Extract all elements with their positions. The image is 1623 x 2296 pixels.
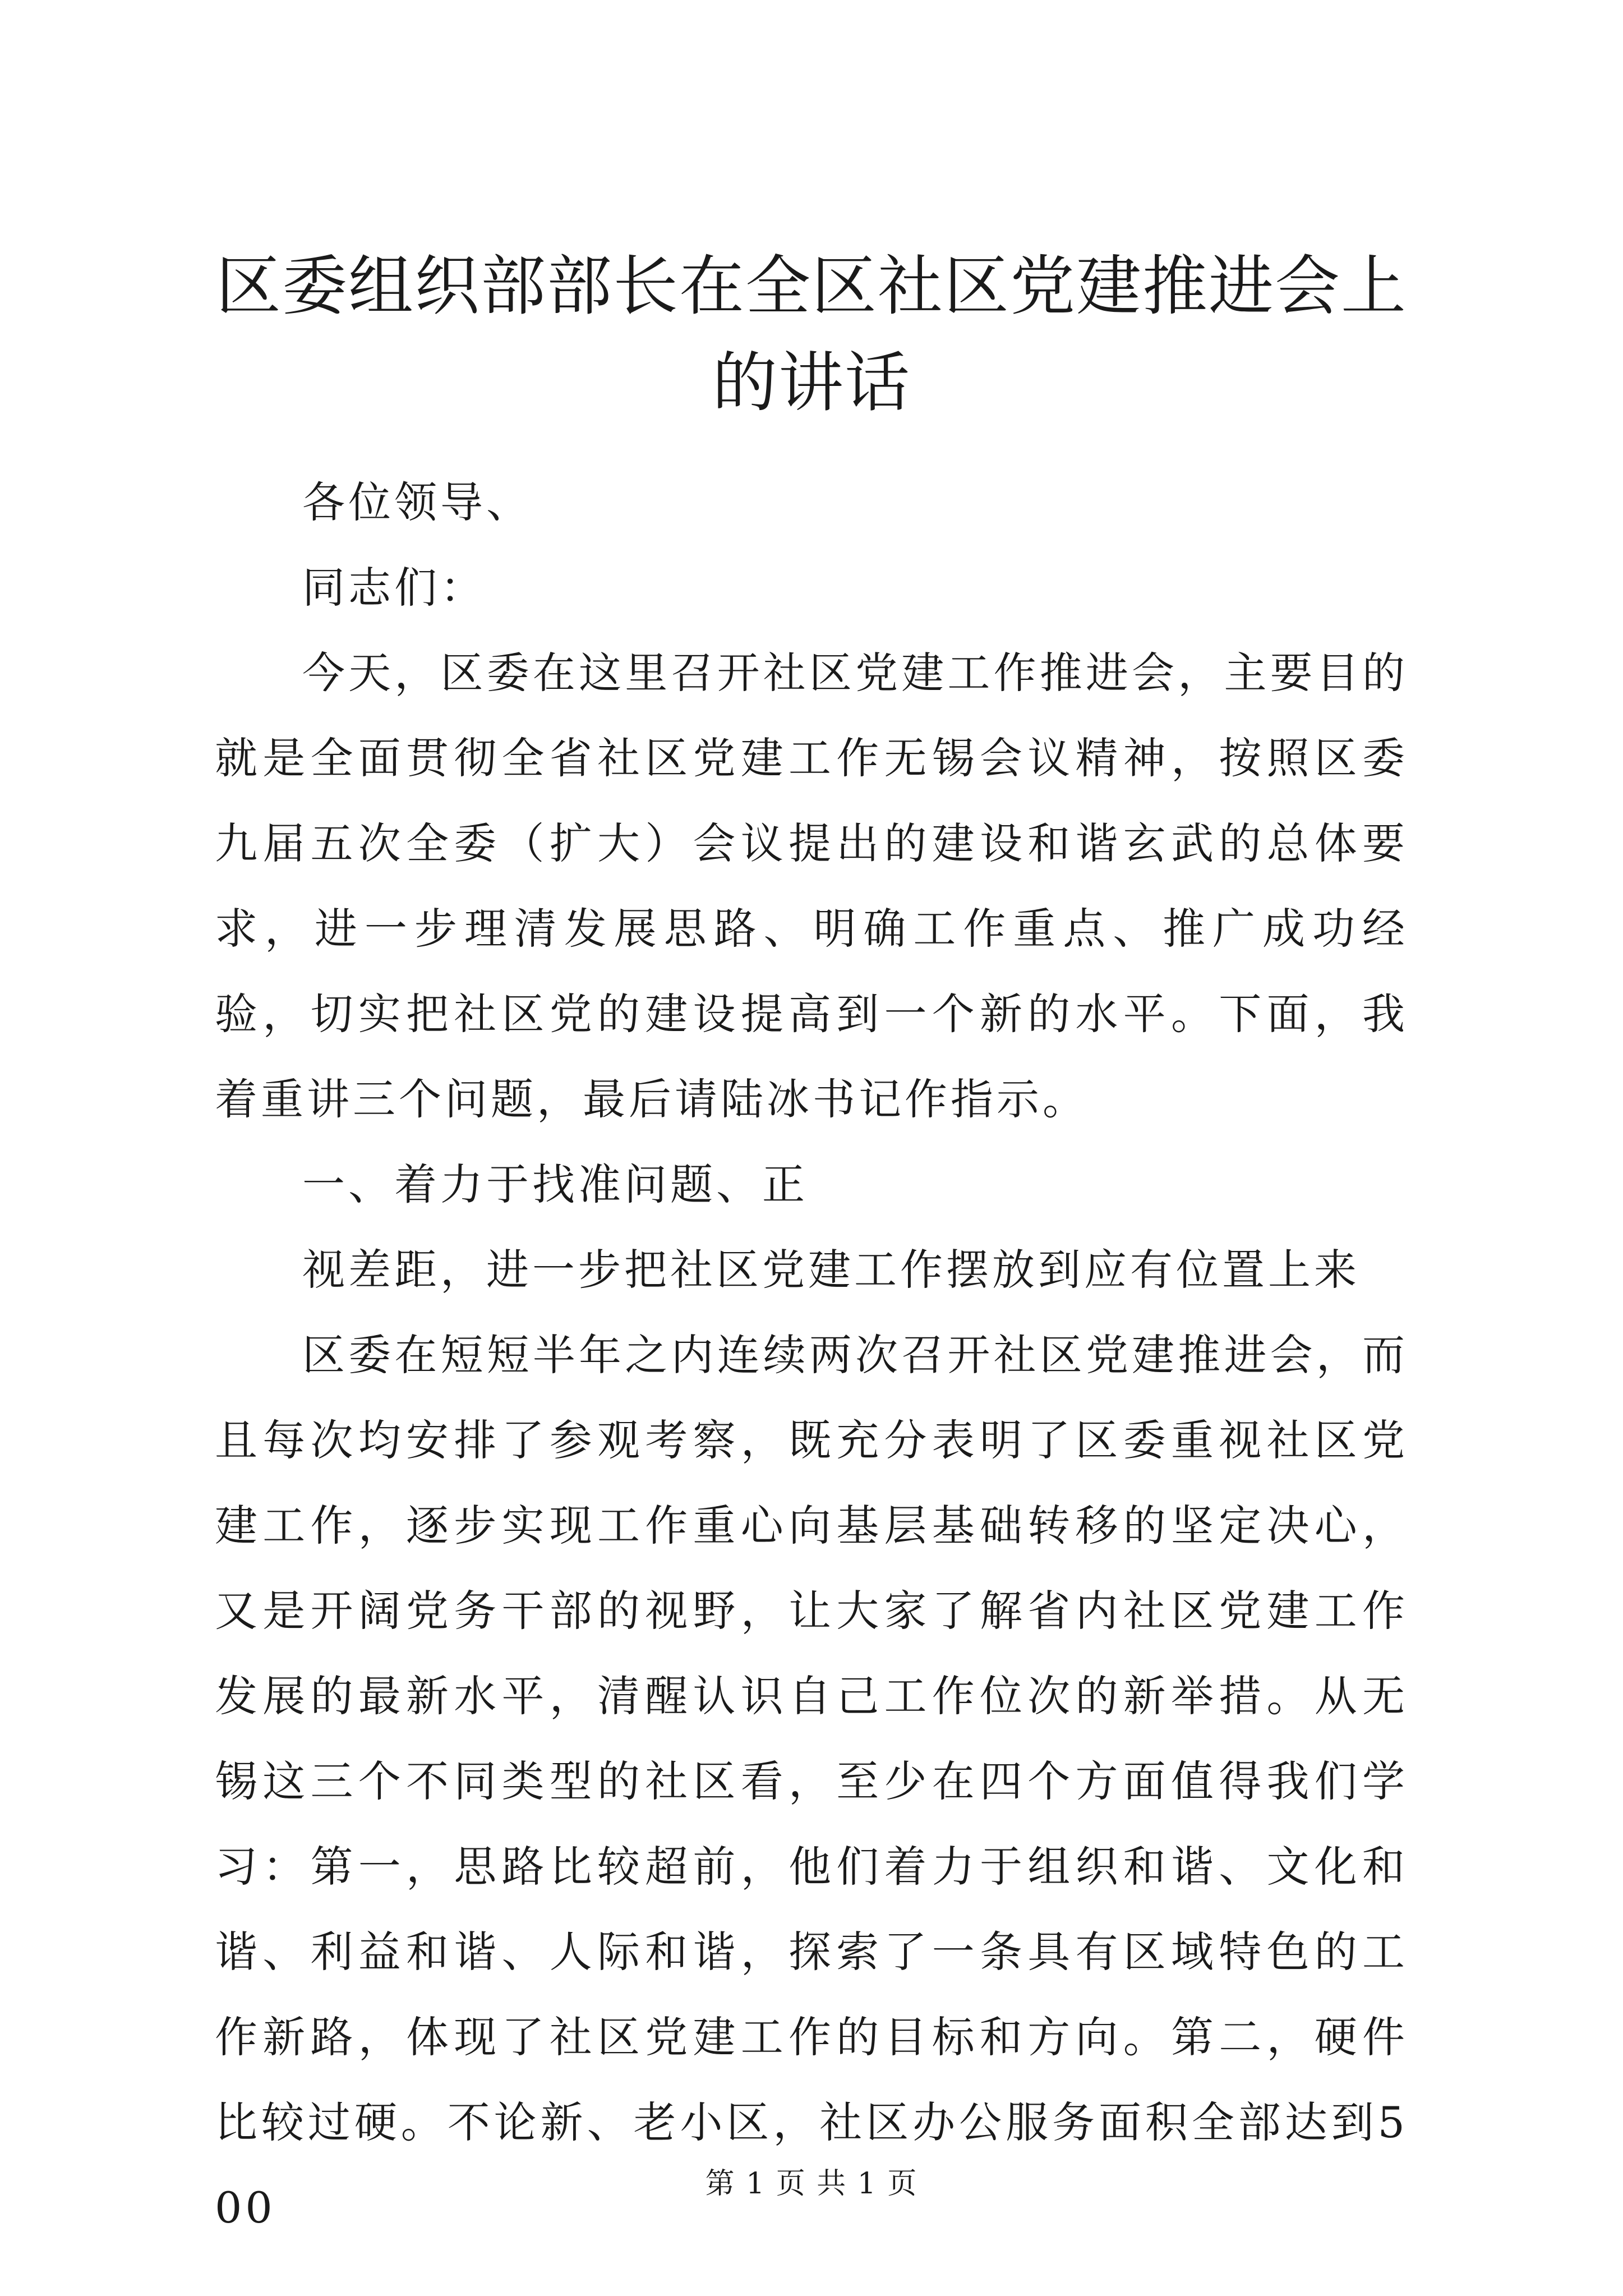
document-body bbox=[215, 460, 1408, 2251]
page-number-label: 第 1 页 共 1 页 bbox=[705, 2167, 918, 2201]
section-heading-1-part-1: 一、着力于找准问题、正 bbox=[302, 1159, 808, 1209]
paragraph-opening: 今天，区委在这里召开社区党建工作推进会，主要目的就是全面贯彻全省社区党建工作无锡会议精神，按照区委九届五次全委（扩大）会议提出的建设和谐玄武的总体要求，进一步理清发展思路、明确工作重点、推广成功经验，切实把社区党的建设提高到一个新的水平。下面，我着重讲三个问题，最后请陆冰书记作指示。 bbox=[215, 648, 1408, 1124]
section-heading-1-part-2: 视差距，进一步把社区党建工作摆放到应有位置上来 bbox=[302, 1245, 1360, 1295]
paragraph-salutation-2: 同志们： bbox=[302, 563, 486, 613]
document-title: 区委组织部部长在全区社区党建推进会上的讲话 bbox=[216, 249, 1407, 421]
paragraph-salutation-1: 各位领导、 bbox=[302, 477, 532, 527]
page-footer bbox=[0, 2164, 1623, 2203]
paragraph-section-1-body: 区委在短短半年之内连续两次召开社区党建推进会，而且每次均安排了参观考察，既充分表明了区委重视社区党建工作，逐步实现工作重心向基层基础转移的坚定决心，又是开阔党务干部的视野，让大家了解省内社区党建工作发展的最新水平，清醒认识自己工作位次的新举措。从无锡这三个不同类型的社区看，至少在四个方面值得我们学习：第一，思路比较超前，他们着力于组织和谐、文化和谐、利益和谐、人际和谐，探索了一条具有区域特色的工作新路，体现了社区党建工作的目标和方向。第二，硬件比较过硬。不论新、老小区，社区办公服务面积全部达到500 bbox=[215, 1330, 1408, 2233]
